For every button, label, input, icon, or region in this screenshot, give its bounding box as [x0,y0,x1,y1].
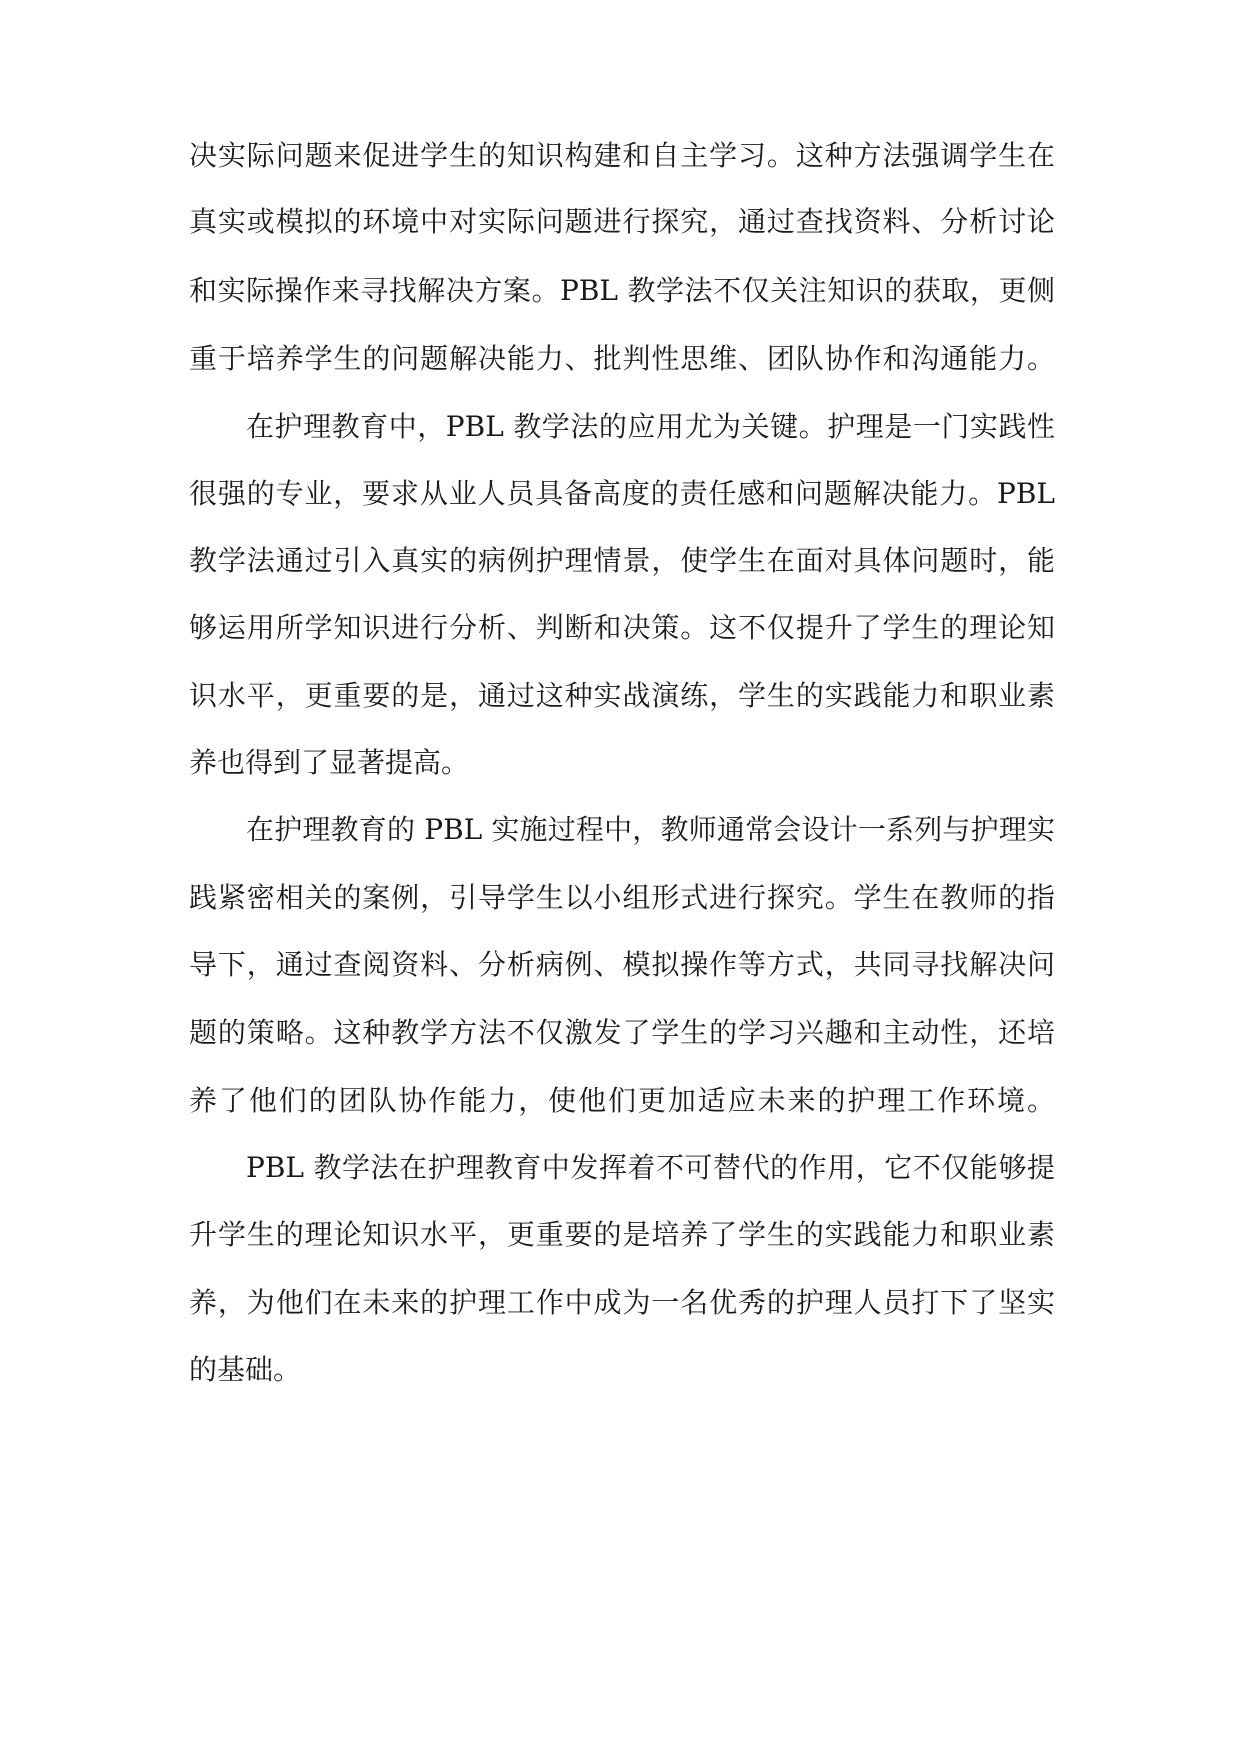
paragraph-line: 养也得到了显著提高。 [189,746,470,779]
paragraph-line: 养了他们的团队协作能力，使他们更加适应未来的护理工作环境。 [189,1084,1055,1117]
paragraph-line: 决实际问题来促进学生的知识构建和自主学习。这种方法强调学生在 [189,139,1055,172]
paragraph-line: 升学生的理论知识水平，更重要的是培养了学生的实践能力和职业素 [189,1218,1055,1251]
paragraph-line: 的基础。 [189,1353,302,1386]
paragraph-line: 践紧密相关的案例，引导学生以小组形式进行探究。学生在教师的指 [189,881,1055,914]
paragraph-line: 养，为他们在未来的护理工作中成为一名优秀的护理人员打下了坚实 [189,1286,1055,1319]
paragraph-line: 导下，通过查阅资料、分析病例、模拟操作等方式，共同寻找解决问 [189,948,1055,981]
paragraph-line: 很强的专业，要求从业人员具备高度的责任感和问题解决能力。PBL [189,477,1055,510]
paragraph-line: 在护理教育的 PBL 实施过程中，教师通常会设计一系列与护理实 [246,813,1055,846]
paragraph-line: 题的策略。这种教学方法不仅激发了学生的学习兴趣和主动性，还培 [189,1016,1055,1049]
paragraph-line: 教学法通过引入真实的病例护理情景，使学生在面对具体问题时，能 [189,544,1055,577]
paragraph-line: 识水平，更重要的是，通过这种实战演练，学生的实践能力和职业素 [189,679,1055,712]
paragraph-line: 和实际操作来寻找解决方案。PBL 教学法不仅关注知识的获取，更侧 [189,274,1055,307]
paragraph-line: 在护理教育中，PBL 教学法的应用尤为关键。护理是一门实践性 [246,410,1055,443]
paragraph-line: 够运用所学知识进行分析、判断和决策。这不仅提升了学生的理论知 [189,611,1055,644]
paragraph-line: PBL 教学法在护理教育中发挥着不可替代的作用，它不仅能够提 [246,1151,1055,1184]
paragraph-line: 重于培养学生的问题解决能力、批判性思维、团队协作和沟通能力。 [189,342,1055,375]
paragraph-line: 真实或模拟的环境中对实际问题进行探究，通过查找资料、分析讨论 [189,205,1055,238]
